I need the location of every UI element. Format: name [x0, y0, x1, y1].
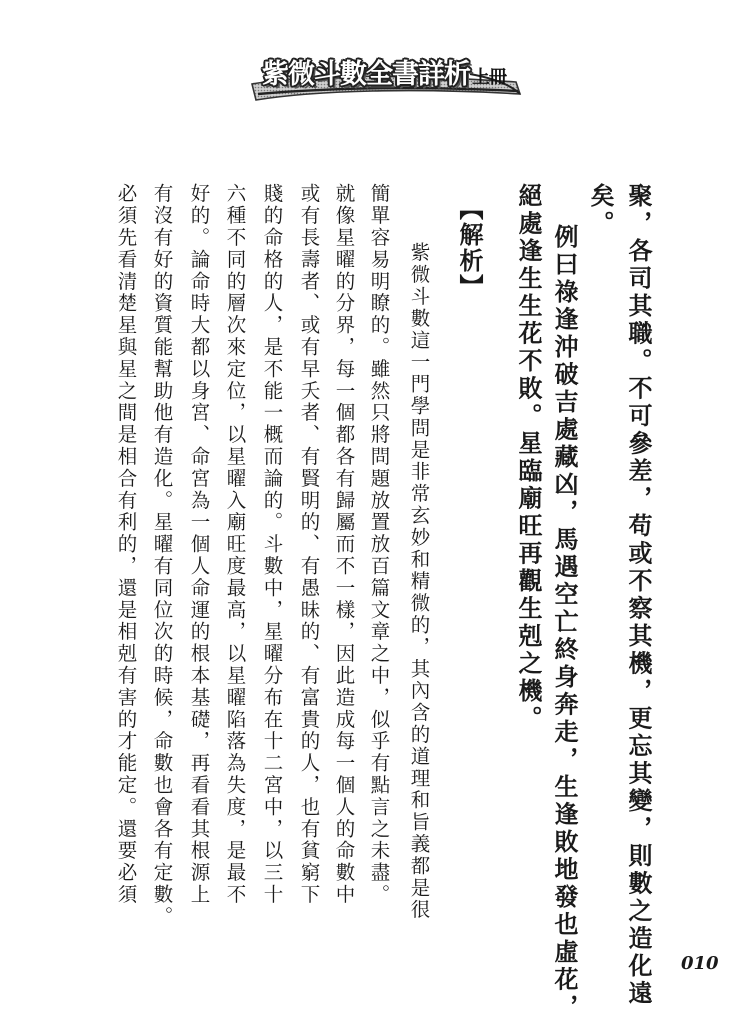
verse-line: 聚，各司其職。不可參差，苟或不察其機，更忘其變，則數之造化遠 [624, 183, 653, 1008]
analysis-heading: 【解析】 [455, 196, 484, 300]
verse-line: 矣。 [586, 183, 615, 238]
book-title-main: 紫微斗數全書詳析 [262, 59, 470, 90]
analysis-line: 簡單容易明瞭的。雖然只將問題放置放百篇文章之中，似乎有點言之未盡。 [367, 183, 391, 906]
volume-label: 上冊 [472, 67, 506, 88]
book-title [262, 52, 506, 91]
analysis-line: 紫微斗數這一門學問是非常玄妙和精微的，其內含的道理和旨義都是很 [407, 242, 431, 921]
book-title-banner [248, 44, 523, 106]
analysis-line: 好的。論命時大都以身宮、命宮為一個人命運的根本基礎，再看看其根源上 [187, 183, 211, 906]
analysis-line: 賤的命格的人，是不能一概而論的。斗數中，星曜分布在十二宮中，以三十 [260, 183, 284, 906]
analysis-line: 六種不同的層次來定位，以星曜入廟旺度最高，以星曜陷落為失度，是最不 [223, 183, 247, 906]
analysis-line: 就像星曜的分界，每一個都各有歸屬而不一樣，因此造成每一個人的命數中 [332, 183, 356, 906]
verse-line: 絕處逢生生花不敗。星臨廟旺再觀生剋之機。 [514, 183, 543, 733]
verse-line: 例曰祿逢沖破吉處藏凶，馬遇空亡終身奔走，生逢敗地發也虛花， [550, 224, 579, 1022]
analysis-line: 有沒有好的資質能幫助他有造化。星曜有同位次的時候，命數也會各有定數。 [150, 183, 174, 928]
page-number: 010 [681, 953, 719, 974]
analysis-line: 必須先看清楚星與星之間是相合有利的，還是相剋有害的才能定。還要必須 [114, 183, 138, 906]
analysis-line: 或有長壽者、或有早夭者、有賢明的、有愚昧的、有富貴的人，也有貧窮下 [297, 183, 321, 906]
